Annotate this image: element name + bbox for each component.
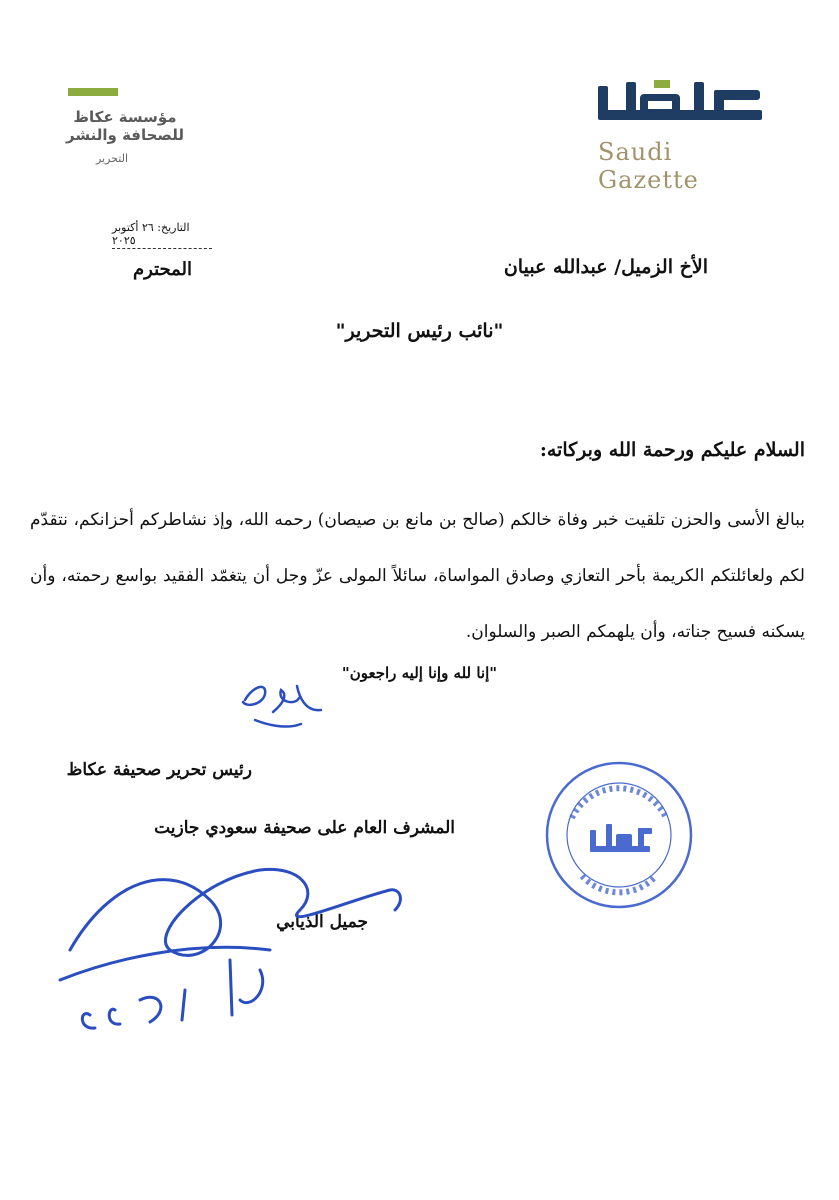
recipient-addressee: الأخ الزميل/ عبدالله عبيان <box>503 256 708 278</box>
org-department: التحرير <box>95 152 128 165</box>
handwritten-signature <box>50 840 430 1040</box>
org-accent-bar <box>68 88 118 96</box>
handwritten-initial <box>225 672 335 742</box>
signature-title-line1: رئيس تحرير صحيفة عكاظ <box>66 760 252 780</box>
greeting: السلام عليكم ورحمة الله وبركاته: <box>539 439 805 461</box>
letter-date: التاريخ: ٢٦ أكتوبر ٢٠٢٥ <box>112 221 212 249</box>
recipient-position: "نائب رئيس التحرير" <box>335 320 504 342</box>
signature-title-line2: المشرف العام على صحيفة سعودي جازيت <box>154 818 455 838</box>
official-stamp <box>542 758 697 913</box>
org-name-line2: للصحافة والنشر <box>66 126 184 144</box>
okaz-logo <box>590 72 770 128</box>
saudi-gazette-wordmark: Saudi Gazette <box>598 138 699 194</box>
recipient-honorific: المحترم <box>133 259 193 280</box>
signatory-name: جميل الذيابي <box>276 912 368 932</box>
closing-verse: "إنا لله وإنا إليه راجعون" <box>341 664 498 682</box>
org-name-line1: مؤسسة عكاظ <box>73 108 177 126</box>
letter-body: ببالغ الأسى والحزن تلقيت خبر وفاة خالكم (صالح بن مانع بن صيصان) رحمه الله، وإذ نشاطركم أحزانكم، نتقدّم لكم ولعائلتكم الكريمة بأحر التعازي وصادق المواساة، سائلاً المولى عزّ وجل أن يتغمّد الفقيد بواسع رحمته، وأن يسكنه فسيح جناته، وأن يلهمكم الصبر والسلوان. <box>30 510 805 642</box>
